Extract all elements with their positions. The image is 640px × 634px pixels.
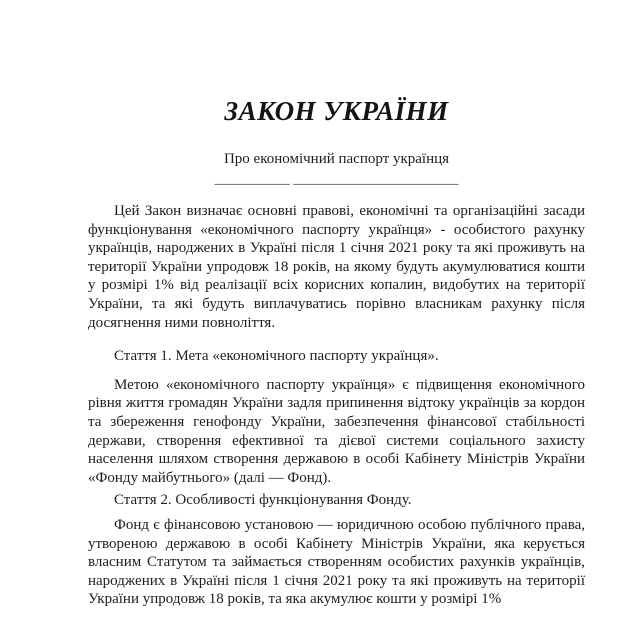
article-2-paragraph: Фонд є фінансовою установою — юридичною особою публічного права, утвореною державою в особі Кабінету Міністрів України, яка керується власним Статутом та займається створенням особистих рахунків українців, народжених в Україні після 1 січня 2021 року та які проживуть на території України упродовж 18 років, та яка акумулює кошти у розмірі 1% xyxy=(88,516,585,608)
intro-paragraph: Цей Закон визначає основні правові, економічні та організаційні засади функціонування «економічного паспорту українця» - особистого рахунку українців, народжених в Україні після 1 січня 2021 року та які проживуть на території України упродовж 18 років, на якому будуть акумулюватися кошти у розмірі 1% від реалізації всіх корисних копалин, видобутих на території України, та які будуть виплачуватись порівно власникам рахунку після досягнення ними повноліття. xyxy=(88,203,585,331)
document-content xyxy=(88,0,585,609)
article-1-paragraph: Метою «економічного паспорту українця» є підвищення економічного рівня життя громадян України задля припинення відтоку українців за кордон та збереження генофонду України, забезпечення фінансової стабільності держави, створення ефективної та дієвої системи соціального захисту населення шляхом створення державою в особі Кабінету Міністрів України «Фонду майбутнього» (далі — Фонд). xyxy=(88,376,585,486)
law-subtitle: Про економічний паспорт українця xyxy=(223,151,450,167)
article-2-heading: Стаття 2. Особливості функціонування Фонду. xyxy=(114,492,412,509)
law-title: ЗАКОН УКРАЇНИ xyxy=(224,96,449,126)
article-1-heading: Стаття 1. Мета «економічного паспорту українця». xyxy=(114,348,439,365)
divider-line: __________ ______________________ xyxy=(214,171,459,187)
